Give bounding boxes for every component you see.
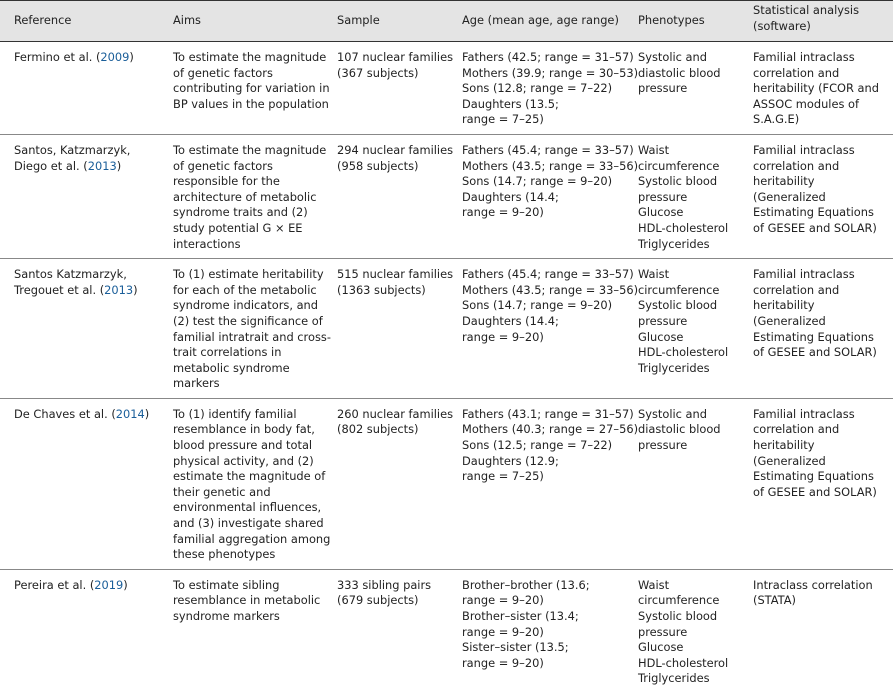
sample-line: (367 subjects) <box>337 65 419 80</box>
age-line: range = 9–20) <box>462 624 544 639</box>
reference-suffix: ) <box>144 406 150 421</box>
phenotypes-line: Waist <box>638 142 670 157</box>
reference-line <box>14 283 159 299</box>
age-line: Sons (14.7; range = 9–20) <box>462 174 613 189</box>
aims-line: markers <box>173 376 220 391</box>
reference-cell <box>0 398 159 569</box>
stats-line: heritability <box>753 174 815 189</box>
table-row <box>0 259 893 399</box>
aims-line: architecture of metabolic <box>173 189 317 204</box>
aims-line: BP values in the population <box>173 96 329 111</box>
aims-line: To estimate sibling <box>173 577 280 592</box>
sample-line: 294 nuclear families <box>337 142 454 157</box>
header-stats-line: Statistical analysis <box>753 3 860 17</box>
phenotypes-line: pressure <box>638 624 688 639</box>
phenotypes-cell <box>624 259 739 399</box>
reference-cell <box>0 42 159 135</box>
stats-line: Familial intraclass <box>753 142 855 157</box>
aims-line: To (1) estimate heritability <box>173 267 324 282</box>
aims-line: these phenotypes <box>173 547 276 562</box>
statistical-analysis-cell <box>739 42 893 135</box>
aims-cell <box>159 569 323 693</box>
aims-line: for each of the metabolic <box>173 282 317 297</box>
phenotypes-line: Systolic and <box>638 406 707 421</box>
phenotypes-line: Glucose <box>638 205 684 220</box>
sample-line: 515 nuclear families <box>337 267 454 282</box>
stats-line: heritability (FCOR and <box>753 81 879 96</box>
stats-line: correlation and <box>753 158 840 173</box>
reference-authors: Santos, Katzmarzyk, <box>14 142 131 157</box>
age-cell <box>448 134 639 258</box>
statistical-analysis-cell <box>739 259 893 399</box>
phenotypes-line: circumference <box>638 282 720 297</box>
age-line: Mothers (40.3; range = 27–56) <box>462 422 639 437</box>
reference-authors: Santos Katzmarzyk, <box>14 267 127 282</box>
sample-line: (958 subjects) <box>337 158 419 173</box>
reference-line <box>14 407 159 423</box>
reference-authors: Tregouet et al. ( <box>14 282 105 297</box>
reference-suffix: ) <box>123 577 128 592</box>
table-row <box>0 569 893 693</box>
sample-cell <box>323 398 454 569</box>
aims-line: study potential G × EE <box>173 220 303 235</box>
aims-line: metabolic syndrome <box>173 360 290 375</box>
age-cell <box>448 398 639 569</box>
reference-line <box>14 159 159 175</box>
phenotypes-cell <box>624 569 739 693</box>
stats-line: (Generalized <box>753 313 826 328</box>
phenotypes-line: Glucose <box>638 640 684 655</box>
header-reference: Reference <box>0 1 159 42</box>
table-row <box>0 42 893 135</box>
aims-line: and (3) investigate shared <box>173 516 324 531</box>
reference-year-link[interactable]: 2009 <box>100 50 130 64</box>
stats-line: (Generalized <box>753 189 826 204</box>
reference-authors: Diego et al. ( <box>14 158 88 173</box>
aims-line: To estimate the magnitude <box>173 50 327 64</box>
aims-line: physical activity, and (2) <box>173 453 314 468</box>
stats-line: correlation and <box>753 282 840 297</box>
aims-line: of genetic factors <box>173 65 273 80</box>
reference-year-link[interactable]: 2019 <box>94 577 124 592</box>
aims-line: resemblance in body fat, <box>173 422 315 437</box>
phenotypes-line: Systolic blood <box>638 298 718 313</box>
phenotypes-line: pressure <box>638 438 688 453</box>
aims-line: their genetic and <box>173 484 271 499</box>
age-line: Sons (12.5; range = 7–22) <box>462 438 613 453</box>
phenotypes-line: circumference <box>638 158 720 173</box>
stats-line: (STATA) <box>753 593 796 608</box>
phenotypes-line: Triglycerides <box>638 671 710 686</box>
age-line: Fathers (43.1; range = 31–57) <box>462 406 634 421</box>
phenotypes-line: pressure <box>638 313 688 328</box>
age-line: range = 7–25) <box>462 469 544 484</box>
stats-line: ASSOC modules of <box>753 96 860 111</box>
reference-line <box>14 143 159 159</box>
reference-year-link[interactable]: 2013 <box>87 158 117 173</box>
statistical-analysis-cell <box>739 569 893 693</box>
header-aims: Aims <box>159 1 323 42</box>
reference-year-link[interactable]: 2013 <box>104 282 134 297</box>
phenotypes-cell <box>624 398 739 569</box>
aims-line: blood pressure and total <box>173 438 313 453</box>
phenotypes-line: pressure <box>638 81 688 96</box>
reference-line <box>14 578 159 594</box>
phenotypes-line: Waist <box>638 267 670 282</box>
phenotypes-line: diastolic blood <box>638 65 721 80</box>
sample-line: 107 nuclear families <box>337 50 454 64</box>
age-cell <box>448 569 624 693</box>
table-row <box>0 398 893 569</box>
stats-line: of GESEE and SOLAR) <box>753 220 877 235</box>
stats-line: Estimating Equations <box>753 205 874 220</box>
phenotypes-line: Waist <box>638 577 670 592</box>
reference-suffix: ) <box>129 50 134 64</box>
age-line: Sister–sister (13.5; <box>462 640 569 655</box>
phenotypes-line: pressure <box>638 189 688 204</box>
aims-cell <box>159 134 327 258</box>
sample-line: (679 subjects) <box>337 593 419 608</box>
aims-cell <box>159 42 330 135</box>
age-line: Mothers (43.5; range = 33–56) <box>462 282 639 297</box>
reference-cell <box>0 569 159 693</box>
age-line: Daughters (13.5; <box>462 96 559 111</box>
header-age: Age (mean age, age range) <box>448 1 624 42</box>
phenotypes-line: Systolic blood <box>638 609 718 623</box>
sample-line: (1363 subjects) <box>337 282 426 297</box>
stats-line: heritability <box>753 298 815 313</box>
stats-line: Intraclass correlation <box>753 577 873 592</box>
age-line: Fathers (45.4; range = 33–57) <box>462 267 634 282</box>
aims-line: responsible for the <box>173 174 280 189</box>
sample-line: 260 nuclear families <box>337 406 454 421</box>
stats-line: Familial intraclass <box>753 267 855 282</box>
reference-suffix: ) <box>116 158 122 173</box>
reference-year-link[interactable]: 2014 <box>115 406 145 421</box>
phenotypes-cell <box>624 42 739 135</box>
sample-cell <box>323 569 448 693</box>
phenotypes-cell <box>624 134 739 258</box>
stats-line: heritability <box>753 438 815 453</box>
reference-authors: De Chaves et al. ( <box>14 406 116 421</box>
stats-line: correlation and <box>753 65 840 80</box>
age-cell <box>448 259 639 399</box>
header-row <box>0 1 893 42</box>
header-sample: Sample <box>323 1 448 42</box>
phenotypes-line: HDL-cholesterol <box>638 220 729 235</box>
stats-line: of GESEE and SOLAR) <box>753 345 877 360</box>
statistical-analysis-cell <box>739 398 893 569</box>
sample-cell <box>323 42 454 135</box>
aims-line: To estimate the magnitude <box>173 142 327 157</box>
age-line: range = 9–20) <box>462 329 544 344</box>
aims-line: resemblance in metabolic <box>173 593 321 608</box>
age-line: Sons (12.8; range = 7–22) <box>462 81 613 96</box>
age-line: Daughters (14.4; <box>462 189 559 204</box>
age-line: Daughters (12.9; <box>462 453 559 468</box>
aims-line: familial aggregation among <box>173 531 331 546</box>
aims-line: syndrome indicators, and <box>173 298 318 313</box>
stats-line: (Generalized <box>753 453 826 468</box>
phenotypes-line: HDL-cholesterol <box>638 655 729 670</box>
reference-suffix: ) <box>133 282 138 297</box>
stats-line: Familial intraclass <box>753 50 855 64</box>
sample-cell <box>323 134 454 258</box>
reference-line <box>14 267 159 283</box>
phenotypes-line: diastolic blood <box>638 422 721 437</box>
age-line: Brother–brother (13.6; <box>462 577 590 592</box>
aims-line: interactions <box>173 236 241 251</box>
phenotypes-line: circumference <box>638 593 720 608</box>
age-line: Mothers (43.5; range = 33–56) <box>462 158 639 173</box>
stats-line: Estimating Equations <box>753 469 874 484</box>
header-phenotypes: Phenotypes <box>624 1 739 42</box>
aims-line: estimate the magnitude of <box>173 469 326 484</box>
stats-line: correlation and <box>753 422 840 437</box>
aims-line: environmental influences, <box>173 500 322 515</box>
aims-line: contributing for variation in <box>173 81 330 96</box>
stats-line: S.A.G.E) <box>753 112 800 127</box>
aims-line: syndrome traits and (2) <box>173 205 308 220</box>
reference-line <box>14 50 159 66</box>
age-cell <box>448 42 639 135</box>
sample-cell <box>323 259 454 399</box>
age-line: range = 9–20) <box>462 593 544 608</box>
age-line: Fathers (42.5; range = 31–57) <box>462 50 634 64</box>
reference-cell <box>0 134 159 258</box>
header-statistical-analysis <box>739 1 893 42</box>
age-line: Sons (14.7; range = 9–20) <box>462 298 613 313</box>
table-row <box>0 134 893 258</box>
age-line: range = 9–20) <box>462 205 544 220</box>
phenotypes-line: Systolic and <box>638 50 707 64</box>
stats-line: Familial intraclass <box>753 406 855 421</box>
sample-line: 333 sibling pairs <box>337 577 432 592</box>
aims-line: syndrome markers <box>173 609 280 623</box>
aims-line: To (1) identify familial <box>173 406 297 421</box>
stats-line: Estimating Equations <box>753 329 874 344</box>
aims-cell <box>159 398 331 569</box>
age-line: Fathers (45.4; range = 33–57) <box>462 142 634 157</box>
aims-line: familial intratrait and cross- <box>173 329 331 344</box>
reference-cell <box>0 259 159 399</box>
phenotypes-line: Systolic blood <box>638 174 718 189</box>
phenotypes-line: Triglycerides <box>638 360 710 375</box>
age-line: Mothers (39.9; range = 30–53) <box>462 65 639 80</box>
phenotypes-line: Triglycerides <box>638 236 710 251</box>
age-line: Daughters (14.4; <box>462 313 559 328</box>
sample-line: (802 subjects) <box>337 422 419 437</box>
aims-line: trait correlations in <box>173 345 282 360</box>
aims-line: (2) test the significance of <box>173 313 323 328</box>
age-line: range = 9–20) <box>462 655 544 670</box>
reference-authors: Pereira et al. ( <box>14 577 95 592</box>
phenotypes-line: HDL-cholesterol <box>638 345 729 360</box>
aims-line: of genetic factors <box>173 158 273 173</box>
header-stats-line: (software) <box>753 18 811 33</box>
age-line: Brother–sister (13.4; <box>462 609 579 623</box>
phenotypes-line: Glucose <box>638 329 684 344</box>
aims-cell <box>159 259 331 399</box>
statistical-analysis-cell <box>739 134 893 258</box>
reference-authors: Fermino et al. ( <box>14 50 101 64</box>
age-line: range = 7–25) <box>462 112 544 127</box>
stats-line: of GESEE and SOLAR) <box>753 484 877 499</box>
